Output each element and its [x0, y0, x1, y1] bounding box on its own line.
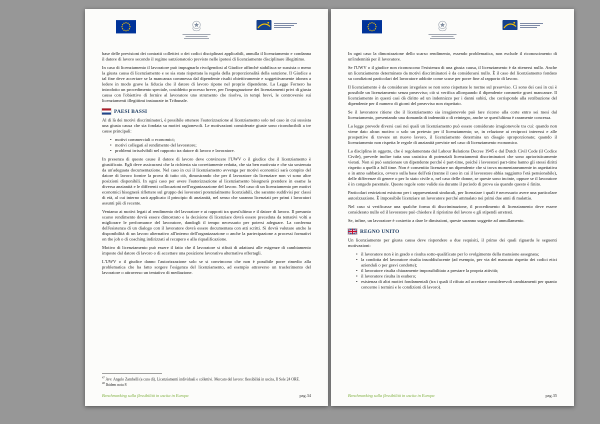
page-footer — [102, 393, 311, 398]
footer-document-title: Benchmarking sulla flessibilità in uscita in Europa — [102, 393, 189, 398]
page-right — [331, 9, 574, 406]
section-title: PAESI BASSI — [114, 108, 148, 115]
body-paragraph: Un licenziamento per giusta causa deve rispondere a due requisiti, il primo dei quali riguarda le seguenti motivazioni: — [348, 237, 557, 248]
body-paragraph: L'UWV o il giudice danno l'autorizzazione solo se si convincono che non è possibile porre rimedio alla problematica che ha fatto sorgere l'esigenza del licenziamento, ad esempio attraverso un trasferimento del lavoratore o attraverso un tentativo di mediazione. — [102, 259, 311, 275]
ministry-caption-lines — [182, 33, 210, 39]
body-paragraph: Veniamo ai motivi legati al rendimento del lavoratore e ai rapporti tra quest'ultimo e il datore di lavoro. Il presunto scarso rendimento dovrà essere dimostrato e la decisione di licenziare dovrà essere preceduta da tentativi volti a migliorare le performance del lavoratore, dandogli il tempo necessario per potersi adeguare. La conferma dell'esistenza di un dialogo con il lavoratore dovrà essere documentata con atti scritti. Si dovrà valutare anche la disponibilità di un lavoro alternativo all'interno dell'organizzazione o anche la partecipazione a processi formativi on the job o di coaching indirizzati al recupero e alla riqualificazione. — [102, 209, 311, 242]
footnote-marker: 48 — [102, 382, 105, 385]
fse-logo — [503, 20, 544, 30]
bullet-item: • il lavoratore risulta chiaramente impossibilitato a prestare la propria attività; — [356, 268, 557, 274]
body-paragraph: Particolari restrizioni esistono per i rappresentanti sindacali, per licenziare i quali è necessario avere una particolare autorizzazione. È impossibile licenziare un lavoratore perché ammalato nei primi due anni di malattia. — [348, 190, 557, 201]
body-paragraph: Se l'UWV o il giudice non riconoscono l'esistenza di una giusta causa, il licenziamento è da ritenersi nullo. Anche un licenziamento determinato da motivi discriminatori è da considerarsi nullo. È il caso del licenziamento fondato su condizioni particolari del lavoratore addotte come scuse per porre fine al rapporto di lavoro. — [348, 65, 557, 81]
uk-flag-icon — [348, 229, 357, 235]
section-heading-paesi-bassi — [102, 109, 311, 115]
body-paragraph: Al di là dei motivi discriminatori, è possibile ottenere l'autorizzazione al licenziamento solo nel caso in cui sussista una giusta causa che sia fondata su motivi ragionevoli. Le motivazioni considerate giuste sono riconducibili a tre cause principali: — [102, 117, 311, 134]
section-heading-regno-unito — [348, 229, 557, 235]
body-paragraph: In ogni caso la dimostrazione dello scarso rendimento, essendo problematica, non esclude il riconoscimento di un'indennità per il lavoratore. — [348, 51, 557, 62]
bullet-item: • motivi collegati al rendimento del lavoratore; — [110, 143, 311, 149]
document-spread — [85, 9, 574, 406]
body-paragraph: Se il lavoratore ritiene che il licenziamento sia irragionevole può fare ricorso alla corte entro sei mesi dal licenziamento, presentando una domanda di indennità o di reintegro, anche se quest'ultima è raramente concessa. — [348, 109, 557, 120]
fse-caption-lines — [274, 22, 297, 28]
page-right-content — [331, 9, 574, 406]
page-number: pag.34 — [299, 393, 311, 398]
eu-flag-logo — [362, 20, 382, 34]
page-body — [348, 51, 557, 293]
body-paragraph: In caso di licenziamento il lavoratore può impugnarlo rivolgendosi al Giudice affinché stabilisca se sussista o meno la giusta causa di licenziamento e se sia stata rispettata la regola della proporzionalità della sanzione. Il Giudice a tal fine deve accertare se la mancanza commessa dal dipendente risulti obiettivamente e soggettivamente idonea a ledere in modo grave la fiducia che il datore di lavoro ripone nel proprio dipendente. La Legge Fornero ha introdotto un procedimento speciale, cosiddetto processo breve, per l'impugnazione dei licenziamenti privi di giusta causa con l'obiettivo di fornire al lavoratore uno strumento che risolva, in tempi brevi, le controversie sui licenziamenti illegittimi instaurate in Tribunale. — [102, 65, 311, 103]
body-paragraph: In presenza di queste cause il datore di lavoro deve convincere l'UWV o il giudice che il licenziamento è giustificato. Egli deve assicurarsi che la richiesta sia correttamente redatta, che sia ben motivata e che sia sostenuta da un'adeguata documentazione. Nel caso in cui il licenziamento avvenga per motivi economici sarà compito del datore di lavoro fornire la prova di tutto ciò, dimostrando che per il lavoratore da licenziare non vi sono altre posizioni disponibili. In ogni caso per avere l'autorizzazione al licenziamento bisognerà prendere in esame la diversa anzianità e le differenti collocazioni nell'organizzazione del lavoro. Nel caso di un licenziamento per motivi economici bisognerà riflettere sul gruppo dei lavoratori potenzialmente licenziabili, che saranno suddivisi per classi di età, al cui interno sarà applicato il principio di anzianità, nel senso che saranno licenziati per primi i lavoratori assunti più di recente. — [102, 156, 311, 206]
page-left — [85, 9, 328, 406]
body-paragraph: Motivo di licenziamento può essere il fatto che il lavoratore si rifiuti di adattarsi alle esigenze di cambiamento imposte dal datore di lavoro o di accettare una posizione lavorativa alternativa offertagli. — [102, 245, 311, 256]
footnote-text: Ibidem nota 8 — [105, 382, 127, 387]
footnote-marker: 47 — [102, 376, 105, 380]
footnote — [102, 382, 311, 388]
bullet-item: • il lavoratore risulta in esubero; — [356, 274, 557, 280]
bullet-item: • esistenza di altri motivi fondamentali (tra i quali il rifiuto ad accettare considerevoli cambiamenti per quanto concerne i termini e le condizioni di lavoro). — [356, 279, 557, 290]
bullet-item: • la condotta del lavoratore risulta insoddisfacente (ad esempio, per via del mancato rispetto dei codici etici aziendali o per gravi condotte); — [356, 257, 557, 268]
body-paragraph: Il licenziamento è da considerare irregolare se non sono rispettate le norme sul preavviso. Ci sono dei casi in cui è possibile un licenziamento senza preavviso; ciò si verifica allorquando il dipendente commette gravi mancanze. Il licenziamento in questi casi dà diritto ad un indennizzo per i danni subiti, che corrisponde alla retribuzione del dipendente per il numero di giorni del preavviso non rispettato. — [348, 84, 557, 106]
netherlands-flag-icon — [102, 109, 111, 115]
footnotes — [102, 374, 311, 388]
header-logos — [102, 20, 311, 43]
footnote — [102, 376, 311, 382]
body-paragraph: La legge prevede diversi casi nei quali un licenziamento può essere considerato irragionevole tra cui: quando non viene dato alcun motivo o solo un pretesto per il licenziamento; se, in relazione ai reciproci interessi e alle prospettive di trovare un nuovo lavoro, il licenziamento determina un disagio sproporzionato; quando il licenziamento non rispetta le regole di anzianità previste nel caso di licenziamento economico. — [348, 123, 557, 145]
footnote-text: Avv. Angelo Zambelli (a cura di), Licenziamenti individuali e collettivi. Mercato del lavoro: flessibilità in uscita, Il Sole 24 ORE. — [105, 376, 300, 382]
page-body — [102, 51, 311, 279]
bullet-item: • problemi irrisolvibili nel rapporto tra datore di lavoro e lavoratore. — [110, 148, 311, 154]
page-number: pag.35 — [545, 393, 557, 398]
footer-document-title: Benchmarking sulla flessibilità in uscita in Europa — [348, 393, 435, 398]
ministry-caption-lines — [428, 33, 456, 39]
bullet-item: • motivi commerciali o economici; — [110, 137, 311, 143]
fse-caption-lines — [520, 22, 543, 28]
ministry-emblem-logo — [182, 20, 210, 39]
bullet-item: • il lavoratore non è in grado o risulta sotto-qualificato per lo svolgimento della mansione assegnata; — [356, 252, 557, 258]
eu-flag-logo — [116, 20, 136, 34]
header-logos — [348, 20, 557, 43]
footnote-divider — [102, 374, 162, 375]
page-left-content — [85, 9, 328, 406]
section-title: REGNO UNITO — [360, 228, 400, 235]
body-paragraph: Se, infine, un lavoratore è costretto a dare le dimissioni, queste saranno soggette ad annullamento. — [348, 218, 525, 223]
fse-logo — [257, 20, 298, 30]
bullet-list — [356, 252, 557, 291]
ministry-emblem-logo — [428, 20, 456, 39]
body-paragraph: La disciplina in oggetto, che è regolamentata dal Labour Relations Decree 1945 e dal Dutch Civil Code (il Codice Civile), prevede inoltre tutta una casistica di potenziali licenziamenti discriminatori che sono aprioristicamente vietati. Non si può sanzionare un dipendente perché è part-time, poiché i lavoratori part-time hanno gli stessi diritti rispetto a quelli a full time. Non è consentito licenziare un dipendente che si trova momentaneamente in aspettativa o in anno sabbatico, ovvero sulla base dell'età (tranne il caso in cui il lavoratore abbia raggiunto l'età pensionabile), delle differenze di genere o per lo stato civile o, nel caso delle donne, se queste sono incinte, oppure se il lavoratore è in congedo parentale. Queste regole sono valide sia durante il periodo di prova sia quando questo è finito. — [348, 148, 557, 187]
body-paragraph: base delle previsioni dei contratti collettivi o dei codici disciplinari applicabili, annulla il licenziamento e condanna il datore di lavoro secondo il regime sanzionatorio previsto nelle ipotesi di licenziamento disciplinare illegittimo. — [102, 51, 311, 62]
body-paragraph: Nel caso si verificasse una qualche forma di discriminazione, il procedimento di licenziamento deve essere considerato nullo ed il lavoratore può chiedere il ripristino del lavoro e gli stipendi arretrati. — [348, 204, 557, 215]
bullet-list — [110, 137, 311, 154]
page-footer — [348, 393, 557, 398]
